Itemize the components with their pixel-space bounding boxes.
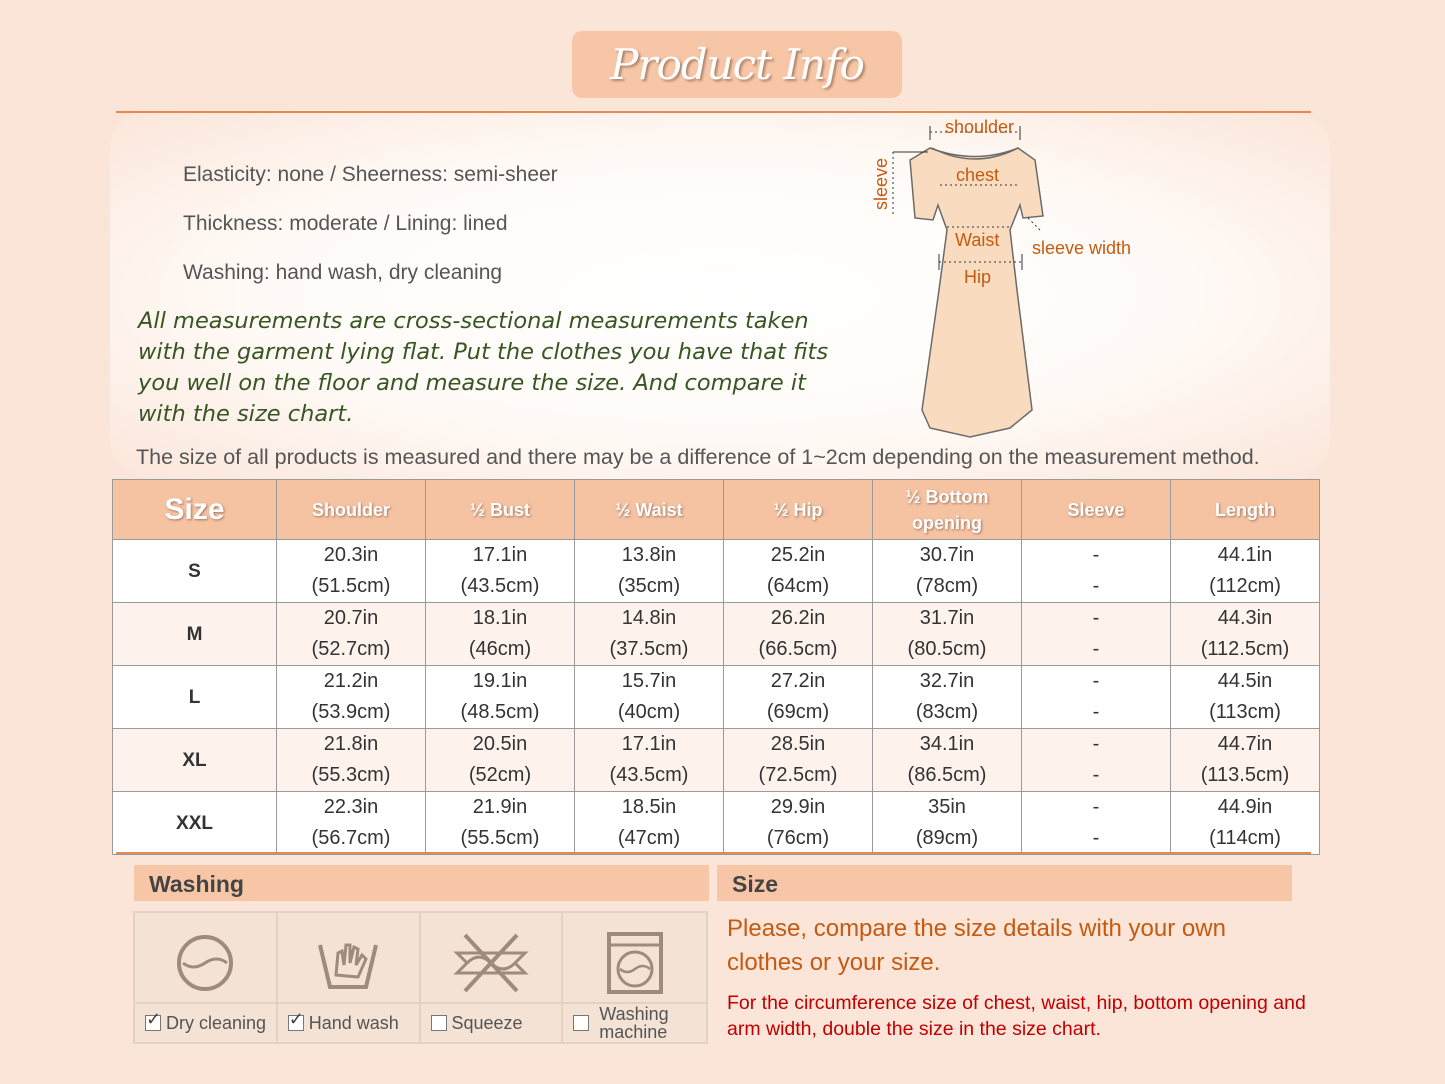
value-cm: (37.5cm) bbox=[609, 638, 689, 660]
label-shoulder: shoulder bbox=[945, 117, 1015, 137]
value-inches: 14.8in bbox=[621, 607, 677, 629]
dry-cleaning-text: Dry cleaning bbox=[166, 1012, 267, 1033]
table-header-row bbox=[113, 480, 1320, 540]
value-cm: - bbox=[1092, 575, 1100, 597]
value-cm: (52.7cm) bbox=[311, 638, 391, 660]
value-inches: 21.2in bbox=[323, 670, 379, 692]
bottom-divider bbox=[116, 852, 1311, 854]
value-inches: 30.7in bbox=[919, 544, 975, 566]
value-cm: (78cm) bbox=[915, 575, 979, 597]
value-inches: 21.9in bbox=[472, 796, 528, 818]
cell-shoulder bbox=[277, 729, 426, 792]
value-cm: (113.5cm) bbox=[1200, 764, 1290, 786]
hand-wash-checkbox bbox=[288, 1015, 304, 1031]
cell-bust bbox=[426, 729, 575, 792]
cell-waist bbox=[575, 666, 724, 729]
cell-shoulder bbox=[277, 792, 426, 855]
value-cm: (83cm) bbox=[915, 701, 979, 723]
size-label-cell: XL bbox=[113, 729, 277, 792]
value-inches: 34.1in bbox=[919, 733, 975, 755]
cell-length bbox=[1171, 540, 1320, 603]
value-inches: 17.1in bbox=[472, 544, 528, 566]
value-cm: (51.5cm) bbox=[311, 575, 391, 597]
value-inches: 21.8in bbox=[323, 733, 379, 755]
circumference-note: For the circumference size of chest, waist, hip, bottom opening and arm width, double the size in the size chart. bbox=[727, 992, 1306, 1040]
cell-waist bbox=[575, 792, 724, 855]
value-inches: - bbox=[1092, 796, 1100, 818]
wash-label-dry-cleaning bbox=[135, 1002, 276, 1042]
header-hip: ½ Hip bbox=[724, 480, 873, 540]
value-cm: (48.5cm) bbox=[460, 701, 540, 723]
cell-hip bbox=[724, 792, 873, 855]
value-inches: 20.5in bbox=[472, 733, 528, 755]
cell-length bbox=[1171, 729, 1320, 792]
cell-bust bbox=[426, 603, 575, 666]
dry-cleaning-checkbox bbox=[145, 1015, 161, 1031]
value-cm: (35cm) bbox=[617, 575, 681, 597]
header-bottom-opening: ½ Bottom opening bbox=[873, 480, 1022, 540]
header-shoulder: Shoulder bbox=[277, 480, 426, 540]
cell-sleeve bbox=[1022, 729, 1171, 792]
squeeze-checkbox bbox=[431, 1015, 447, 1031]
size-section-header: Size bbox=[717, 865, 1292, 901]
size-chart-table bbox=[112, 479, 1320, 855]
cell-length bbox=[1171, 603, 1320, 666]
cell-hip bbox=[724, 540, 873, 603]
value-inches: 20.3in bbox=[323, 544, 379, 566]
value-inches: 26.2in bbox=[770, 607, 826, 629]
size-label-cell: S bbox=[113, 540, 277, 603]
value-cm: (55.5cm) bbox=[460, 827, 540, 849]
cell-hip bbox=[724, 603, 873, 666]
size-compare-note: Please, compare the size details with your own clothes or your size. bbox=[727, 915, 1226, 976]
table-row bbox=[113, 603, 1320, 666]
wash-label-hand-wash bbox=[278, 1002, 419, 1042]
value-inches: 19.1in bbox=[472, 670, 528, 692]
cell-sleeve bbox=[1022, 792, 1171, 855]
cell-bottom-opening bbox=[873, 603, 1022, 666]
value-cm: - bbox=[1092, 764, 1100, 786]
size-label-cell: L bbox=[113, 666, 277, 729]
value-cm: (46cm) bbox=[468, 638, 532, 660]
wash-item-squeeze bbox=[421, 913, 564, 1042]
measurement-disclaimer: The size of all products is measured and there may be a difference of 1~2cm depending on the measurement method. bbox=[136, 445, 1260, 469]
no-wring-icon bbox=[421, 919, 562, 1007]
value-inches: 27.2in bbox=[770, 670, 826, 692]
value-inches: 20.7in bbox=[323, 607, 379, 629]
value-cm: (69cm) bbox=[766, 701, 830, 723]
value-inches: 15.7in bbox=[621, 670, 677, 692]
label-chest: chest bbox=[956, 165, 1000, 185]
value-inches: 28.5in bbox=[770, 733, 826, 755]
value-inches: - bbox=[1092, 607, 1100, 629]
washing-section-header: Washing bbox=[134, 865, 709, 901]
cell-sleeve bbox=[1022, 666, 1171, 729]
cell-length bbox=[1171, 666, 1320, 729]
label-sleeve: sleeve bbox=[871, 157, 891, 210]
dress-illustration bbox=[910, 148, 1043, 437]
value-inches: 44.5in bbox=[1217, 670, 1273, 692]
value-cm: - bbox=[1092, 638, 1100, 660]
label-waist: Waist bbox=[955, 230, 1000, 250]
value-inches: 25.2in bbox=[770, 544, 826, 566]
header-length: Length bbox=[1171, 480, 1320, 540]
value-cm: (89cm) bbox=[915, 827, 979, 849]
value-cm: - bbox=[1092, 827, 1100, 849]
value-cm: (112.5cm) bbox=[1200, 638, 1290, 660]
value-cm: (47cm) bbox=[617, 827, 681, 849]
label-sleeve-width: sleeve width bbox=[1032, 238, 1132, 258]
hand-wash-text: Hand wash bbox=[308, 1012, 399, 1033]
value-cm: (55.3cm) bbox=[311, 764, 391, 786]
washing-machine-text: Washing machine bbox=[599, 1004, 669, 1042]
cell-shoulder bbox=[277, 540, 426, 603]
value-inches: 18.5in bbox=[621, 796, 677, 818]
wash-label-squeeze bbox=[421, 1002, 562, 1042]
wash-item-washing-machine bbox=[563, 913, 706, 1042]
table-row bbox=[113, 540, 1320, 603]
spec-washing: Washing: hand wash, dry cleaning bbox=[183, 261, 503, 284]
value-cm: (40cm) bbox=[617, 701, 681, 723]
wash-item-dry-cleaning bbox=[135, 913, 278, 1042]
cell-bust bbox=[426, 792, 575, 855]
header-size: Size bbox=[113, 480, 277, 540]
cell-shoulder bbox=[277, 666, 426, 729]
washing-icons-grid bbox=[133, 911, 708, 1044]
value-inches: 17.1in bbox=[621, 733, 677, 755]
value-cm: (43.5cm) bbox=[609, 764, 689, 786]
value-inches: 44.3in bbox=[1217, 607, 1273, 629]
value-cm: (56.7cm) bbox=[311, 827, 391, 849]
dry-cleaning-icon bbox=[135, 919, 276, 1007]
value-cm: (43.5cm) bbox=[460, 575, 540, 597]
table-row bbox=[113, 666, 1320, 729]
spec-thickness: Thickness: moderate / Lining: lined bbox=[183, 212, 508, 235]
cell-bottom-opening bbox=[873, 540, 1022, 603]
value-cm: (52cm) bbox=[468, 764, 532, 786]
value-inches: 18.1in bbox=[472, 607, 528, 629]
value-inches: 35in bbox=[928, 796, 966, 818]
cell-sleeve bbox=[1022, 540, 1171, 603]
value-cm: (113cm) bbox=[1209, 701, 1281, 723]
value-cm: (86.5cm) bbox=[907, 764, 987, 786]
value-cm: (64cm) bbox=[766, 575, 830, 597]
header-bust: ½ Bust bbox=[426, 480, 575, 540]
value-inches: 32.7in bbox=[919, 670, 975, 692]
sleeve-width-line bbox=[1028, 218, 1040, 230]
cell-bottom-opening bbox=[873, 729, 1022, 792]
washing-machine-checkbox bbox=[573, 1015, 589, 1031]
value-inches: 13.8in bbox=[621, 544, 677, 566]
value-cm: (114cm) bbox=[1209, 827, 1281, 849]
measurement-note: All measurements are cross-sectional measurements taken with the garment lying flat. Put the clothes you have that fits you well on the floor and measure the size. And compare it with the size chart. bbox=[138, 308, 829, 427]
washing-machine-icon bbox=[563, 919, 706, 1007]
cell-sleeve bbox=[1022, 603, 1171, 666]
cell-bottom-opening bbox=[873, 792, 1022, 855]
value-inches: 22.3in bbox=[323, 796, 379, 818]
cell-bust bbox=[426, 666, 575, 729]
title-badge bbox=[572, 31, 902, 98]
cell-shoulder bbox=[277, 603, 426, 666]
wash-label-washing-machine bbox=[563, 1002, 706, 1042]
value-inches: - bbox=[1092, 670, 1100, 692]
value-cm: - bbox=[1092, 701, 1100, 723]
size-label-cell: XXL bbox=[113, 792, 277, 855]
value-inches: 44.9in bbox=[1217, 796, 1273, 818]
spec-elasticity: Elasticity: none / Sheerness: semi-sheer bbox=[183, 163, 558, 186]
value-inches: 31.7in bbox=[919, 607, 975, 629]
value-cm: (76cm) bbox=[766, 827, 830, 849]
value-cm: (72.5cm) bbox=[758, 764, 838, 786]
table-row bbox=[113, 729, 1320, 792]
value-cm: (112cm) bbox=[1209, 575, 1281, 597]
header-waist: ½ Waist bbox=[575, 480, 724, 540]
value-inches: 44.7in bbox=[1217, 733, 1273, 755]
value-cm: (80.5cm) bbox=[907, 638, 987, 660]
value-inches: 44.1in bbox=[1217, 544, 1273, 566]
cell-hip bbox=[724, 729, 873, 792]
squeeze-text: Squeeze bbox=[451, 1012, 523, 1033]
header-sleeve: Sleeve bbox=[1022, 480, 1171, 540]
size-label-cell: M bbox=[113, 603, 277, 666]
table-row bbox=[113, 792, 1320, 855]
hand-wash-icon bbox=[278, 919, 419, 1007]
cell-bottom-opening bbox=[873, 666, 1022, 729]
cell-length bbox=[1171, 792, 1320, 855]
wash-item-hand-wash bbox=[278, 913, 421, 1042]
page-title: Product Info bbox=[610, 40, 864, 89]
value-inches: - bbox=[1092, 733, 1100, 755]
cell-bust bbox=[426, 540, 575, 603]
value-cm: (53.9cm) bbox=[311, 701, 391, 723]
cell-waist bbox=[575, 540, 724, 603]
cell-hip bbox=[724, 666, 873, 729]
value-inches: 29.9in bbox=[770, 796, 826, 818]
cell-waist bbox=[575, 603, 724, 666]
value-inches: - bbox=[1092, 544, 1100, 566]
value-cm: (66.5cm) bbox=[758, 638, 838, 660]
label-hip: Hip bbox=[964, 267, 992, 287]
dress-measurement-diagram bbox=[860, 110, 1160, 450]
cell-waist bbox=[575, 729, 724, 792]
